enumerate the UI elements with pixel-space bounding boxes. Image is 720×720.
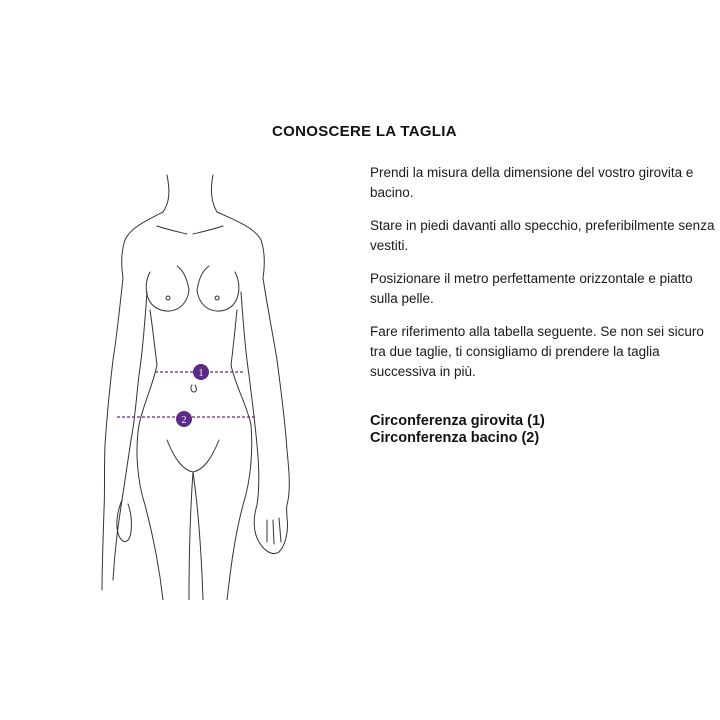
measure-waist-label: Circonferenza girovita (1)	[370, 413, 545, 429]
right-breast	[197, 266, 239, 311]
hip-marker-label: 2	[181, 415, 187, 426]
left-leg-outer	[137, 425, 163, 600]
left-breast	[146, 266, 189, 311]
instruction-2: Stare in piedi davanti allo specchio, preferibilmente senza vestiti.	[370, 218, 715, 253]
waist-marker-label: 1	[198, 368, 204, 379]
torso-left	[139, 310, 157, 425]
measure-hip-label: Circonferenza bacino (2)	[370, 430, 540, 446]
right-hand	[254, 505, 287, 554]
instructions	[370, 163, 715, 395]
neck-left-line	[163, 175, 169, 212]
inner-leg-right	[193, 472, 203, 600]
instruction-1: Prendi la misura della dimensione del vostro girovita e bacino.	[370, 165, 694, 200]
right-arm-outer	[263, 278, 289, 505]
groin-line	[167, 440, 219, 472]
right-shoulder-line	[217, 212, 264, 278]
page-title: CONOSCERE LA TAGLIA	[272, 123, 457, 140]
instruction-4: Fare riferimento alla tabella seguente. Se non sei sicuro tra due taglie, ti consigliamo di prendere la taglia successiva in più.	[370, 324, 704, 379]
right-leg-outer	[227, 425, 252, 600]
inner-leg-left	[189, 472, 193, 600]
left-arm-outer	[102, 278, 123, 590]
body-illustration	[95, 160, 315, 600]
navel	[191, 385, 196, 392]
left-shoulder-line	[122, 212, 163, 278]
measurement-legend	[370, 413, 545, 447]
neck-right-line	[211, 175, 217, 212]
instruction-3: Posizionare il metro perfettamente orizzontale e piatto sulla pelle.	[370, 271, 693, 306]
